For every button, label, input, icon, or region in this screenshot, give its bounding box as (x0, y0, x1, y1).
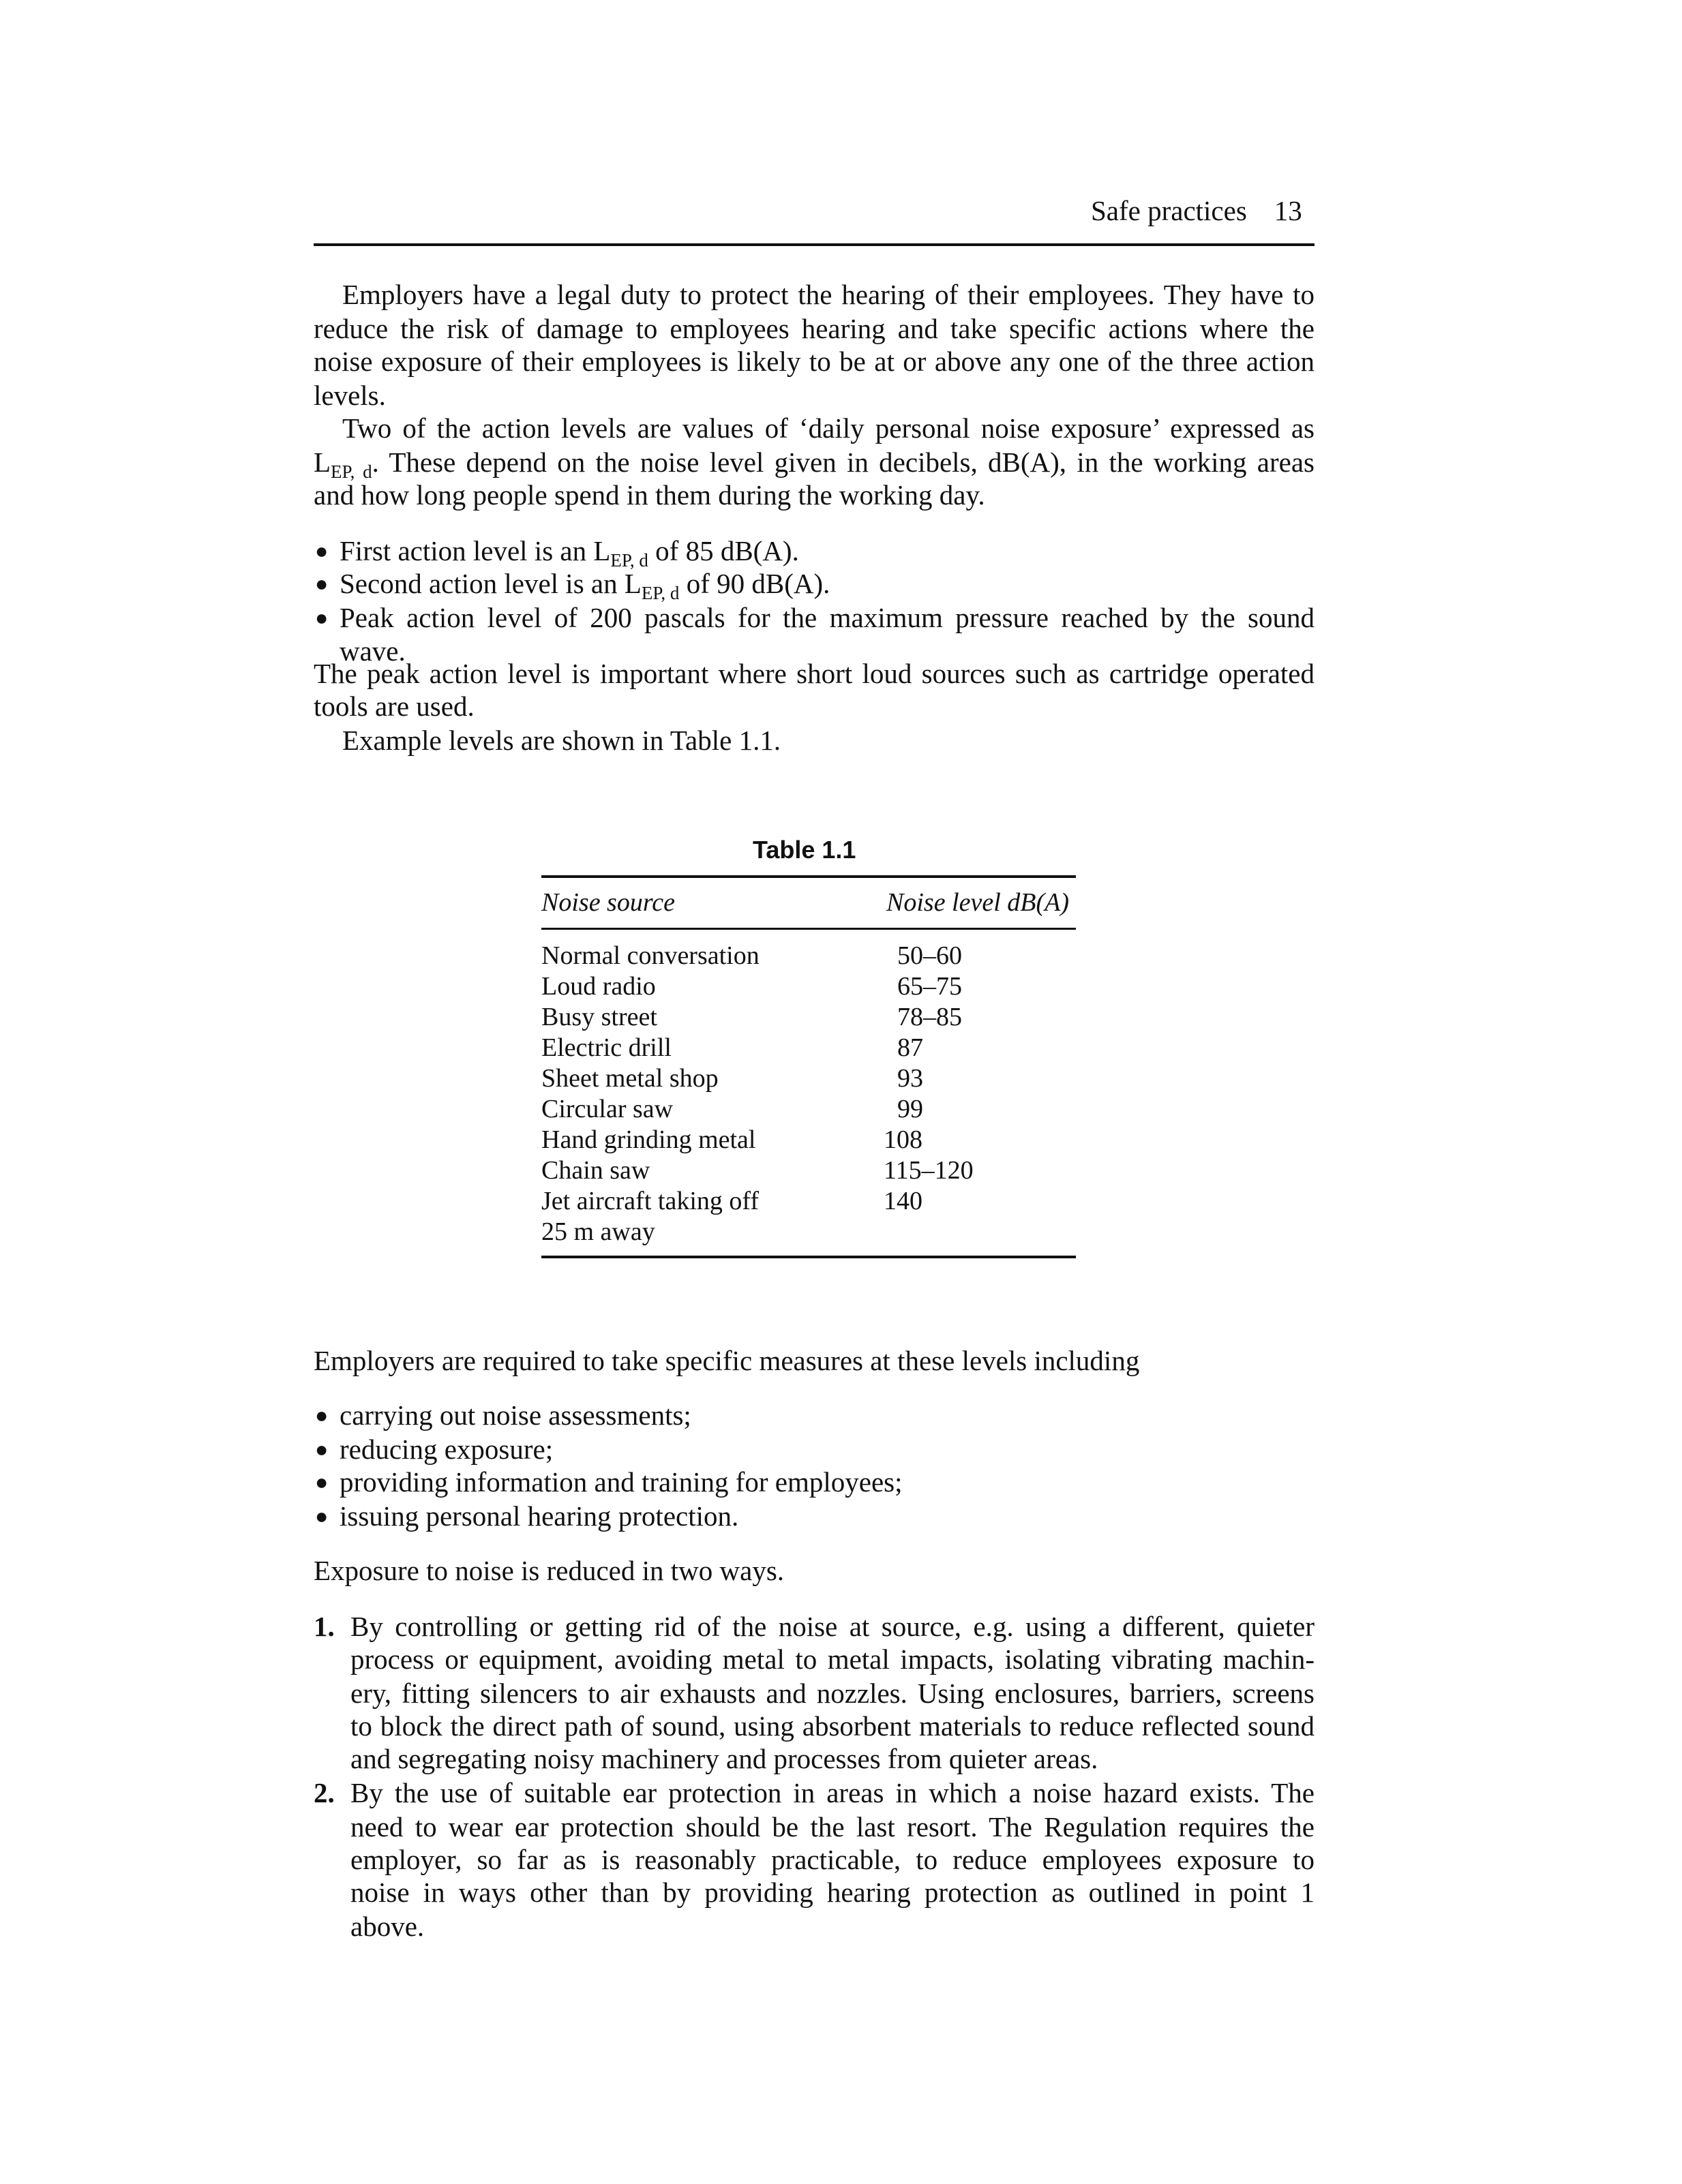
table-cell-source: Sheet metal shop (541, 1064, 719, 1093)
list-item-line: ery, fitting silencers to air exhausts and nozzles. Using enclosures, barriers, screens (350, 1678, 1315, 1709)
l-subscript: EP, d (331, 461, 372, 482)
measure-item: carrying out noise assessments; (340, 1399, 691, 1431)
paragraph-line: noise exposure of their employees is likely to be at or above any one of the three action (314, 346, 1315, 377)
l-symbol: L (624, 568, 642, 599)
list-item-line: above. (350, 1911, 425, 1942)
list-item-line: employer, so far as is reasonably practicable, to reduce employees exposure to (350, 1844, 1315, 1875)
table-header-level: Noise level dB(A) (886, 888, 1070, 917)
table-cell-level: 99 (897, 1095, 923, 1123)
table-bottom-rule (541, 1256, 1076, 1258)
l-symbol: L (593, 535, 611, 566)
bullet-icon: ● (315, 571, 329, 596)
bullet-icon: ● (315, 605, 329, 630)
table-cell-level (897, 1217, 990, 1247)
table-cell-level: 78–85 (897, 1003, 962, 1031)
item-text: Second action level is an (340, 568, 625, 599)
paragraph-line: Employers are required to take specific measures at these levels including (314, 1345, 1140, 1376)
bullet-icon: ● (315, 1470, 329, 1494)
bullet-icon: ● (315, 1403, 329, 1427)
paragraph-line: levels. (314, 380, 386, 411)
list-item-line: By controlling or getting rid of the noise at source, e.g. using a different, quieter (350, 1611, 1315, 1642)
running-header (1091, 194, 1302, 228)
paragraph-line: reduce the risk of damage to employees hearing and take specific actions where the (314, 313, 1315, 344)
line-text: . These depend on the noise level given in decibels, dB(A), in the working areas (372, 446, 1315, 478)
paragraph-line: and how long people spend in them during the working day. (314, 479, 985, 511)
bullet-icon: ● (315, 1504, 329, 1528)
paragraph-line: Employers have a legal duty to protect the hearing of their employees. They have to (342, 279, 1315, 310)
table-cell-source: Circular saw (541, 1095, 674, 1123)
list-item-line: By the use of suitable ear protection in areas in which a noise hazard exists. The (350, 1777, 1315, 1808)
table-header-rule (541, 928, 1076, 930)
list-number: 2. (314, 1777, 335, 1808)
table-cell-source: Electric drill (541, 1033, 672, 1062)
l-symbol: L (314, 446, 331, 478)
list-item-line: process or equipment, avoiding metal to metal impacts, isolating vibrating machin- (350, 1643, 1315, 1675)
table-cell-source: Chain saw (541, 1156, 650, 1185)
table-top-rule (541, 875, 1076, 878)
table-cell-source: Normal conversation (541, 941, 760, 970)
l-subscript: EP, d (610, 550, 648, 571)
list-item-line: noise in ways other than by providing hearing protection as outlined in point 1 (350, 1877, 1315, 1908)
paragraph-line: The peak action level is important where short loud sources such as cartridge operated (314, 658, 1315, 689)
bullet-icon: ● (315, 539, 329, 563)
bullet-icon: ● (315, 1437, 329, 1461)
action-level-item (340, 534, 799, 571)
running-title: Safe practices (1091, 195, 1247, 226)
header-rule (314, 243, 1315, 246)
measure-item: reducing exposure; (340, 1434, 554, 1465)
paragraph-line: Exposure to noise is reduced in two ways. (314, 1555, 785, 1586)
table-cell-source: Hand grinding metal (541, 1125, 756, 1154)
table-cell-level: 93 (897, 1064, 923, 1093)
table-cell-level: 50–60 (897, 941, 962, 970)
table-cell-level: 108 (884, 1125, 922, 1154)
table-cell-source: Loud radio (541, 972, 656, 1001)
measure-item: providing information and training for employees; (340, 1466, 903, 1498)
table-cell-level: 87 (897, 1033, 923, 1062)
table-cell-source: 25 m away (541, 1217, 655, 1246)
item-text: of 90 dB(A). (679, 568, 830, 599)
paragraph-line: tools are used. (314, 691, 475, 722)
list-item-line: need to wear ear protection should be the last resort. The Regulation requires the (350, 1811, 1315, 1842)
list-number: 1. (314, 1611, 335, 1642)
paragraph-line (314, 446, 1315, 482)
table-title: Table 1.1 (753, 836, 856, 864)
item-text: of 85 dB(A). (648, 535, 799, 566)
l-subscript: EP, d (641, 583, 680, 603)
list-item-line: and segregating noisy machinery and processes from quieter areas. (350, 1743, 1098, 1774)
measure-item: issuing personal hearing protection. (340, 1500, 739, 1532)
table-cell-level: 65–75 (897, 972, 962, 1001)
paragraph-line: Example levels are shown in Table 1.1. (342, 725, 781, 756)
list-item-line: to block the direct path of sound, using absorbent materials to reduce reflected sound (350, 1710, 1315, 1742)
table-header-source: Noise source (541, 888, 675, 917)
paragraph-line: Two of the action levels are values of ‘daily personal noise exposure’ expressed as (342, 412, 1315, 444)
item-text: First action level is an (340, 535, 594, 566)
table-cell-source: Busy street (541, 1003, 657, 1031)
table-cell-level: 115–120 (884, 1156, 974, 1185)
table-cell-level: 140 (884, 1187, 922, 1215)
action-level-item (340, 567, 830, 601)
table-cell-source: Jet aircraft taking off (541, 1187, 759, 1215)
page-number: 13 (1274, 195, 1302, 226)
action-level-item: Peak action level of 200 pascals for the maximum pressure reached by the sound wave. (340, 602, 1315, 667)
